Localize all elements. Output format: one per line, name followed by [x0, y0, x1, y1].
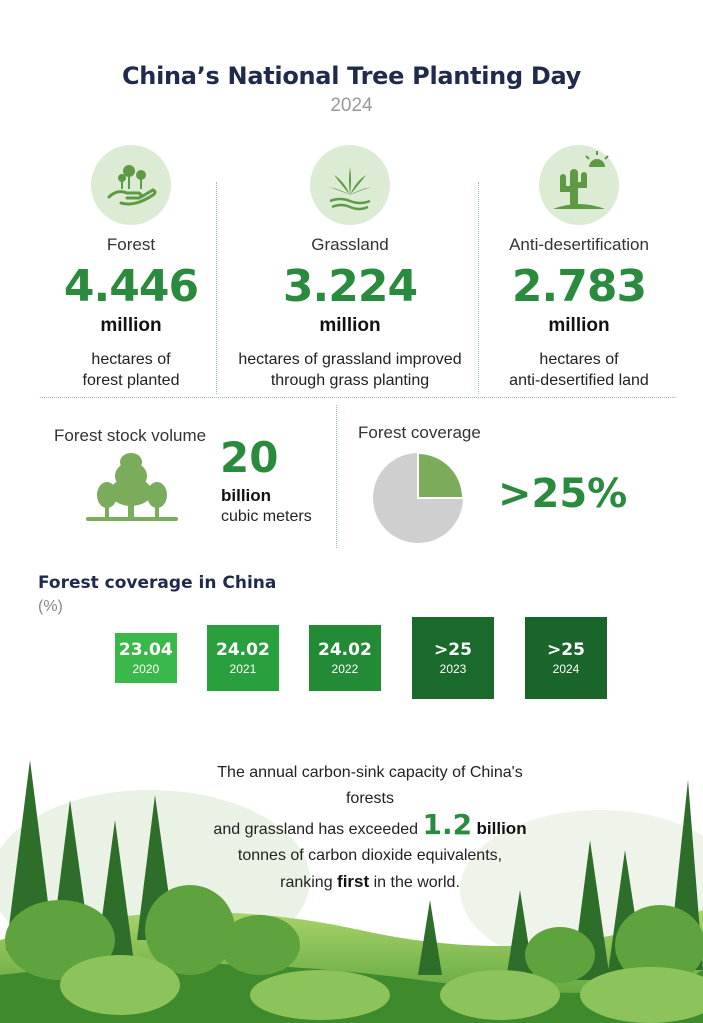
stat-label: Anti-desertification — [509, 235, 649, 254]
coverage-bar-2024 — [525, 617, 607, 699]
carbon-line2-text: and grassland has exceeded — [213, 821, 419, 838]
bar-value-label: >25 — [547, 640, 585, 660]
cactus-sun-icon — [539, 145, 619, 225]
coverage-bar-2023 — [412, 617, 494, 699]
pie-coverage-slice — [418, 453, 463, 498]
section-divider-vertical — [336, 405, 337, 548]
stat-desc-line1: hectares of — [91, 351, 171, 368]
bar-value-label: 24.02 — [318, 639, 372, 660]
stock-label: Forest stock volume — [54, 426, 207, 445]
stat-grassland — [235, 235, 465, 391]
carbon-value-unit: billion — [476, 819, 527, 838]
bar-year-label: 2023 — [439, 662, 467, 676]
stock-unit: billion — [221, 486, 272, 505]
bar-value-label: >25 — [434, 640, 472, 660]
stat-value: 2.783 — [511, 261, 647, 312]
carbon-line1: The annual carbon-sink capacity of China's forests — [217, 764, 523, 807]
trees-icon — [82, 450, 182, 528]
bar-value-label: 23.04 — [118, 639, 173, 660]
carbon-line4-text: ranking — [280, 874, 333, 891]
grass-icon — [310, 145, 390, 225]
column-divider — [478, 182, 479, 394]
bar-value-label: 24.02 — [216, 639, 270, 660]
bar-year-label: 2024 — [552, 662, 580, 676]
stat-value: 3.224 — [282, 261, 418, 312]
section-divider — [40, 397, 675, 398]
bar-year-label: 2021 — [229, 661, 257, 676]
bar-year-label: 2022 — [331, 661, 359, 676]
carbon-line4-tail: in the world. — [373, 874, 460, 891]
column-divider — [216, 182, 217, 394]
stat-desc-line1: hectares of grassland improved — [238, 351, 462, 368]
coverage-bar-2021 — [207, 625, 279, 691]
stat-unit: million — [548, 315, 610, 336]
page-year: 2024 — [330, 95, 373, 116]
stat-label: Forest — [106, 235, 156, 254]
stat-unit: million — [319, 315, 381, 336]
stat-value: 4.446 — [63, 261, 199, 312]
chart-unit: (%) — [38, 598, 63, 615]
page-title: China’s National Tree Planting Day — [121, 62, 582, 90]
stat-desc-line1: hectares of — [539, 351, 619, 368]
stat-anti-desertification — [464, 235, 694, 391]
stat-desc-line2: anti-desertified land — [509, 372, 649, 389]
carbon-rank: first — [337, 872, 370, 891]
stock-value: 20 — [220, 433, 279, 482]
hand-trees-icon — [91, 145, 171, 225]
coverage-label: Forest coverage — [358, 423, 481, 442]
coverage-value: >25% — [498, 471, 628, 517]
chart-title: Forest coverage in China — [38, 573, 277, 593]
stat-label: Grassland — [311, 235, 389, 254]
stat-desc-line2: forest planted — [82, 372, 180, 389]
carbon-line3: tonnes of carbon dioxide equivalents, — [237, 847, 503, 864]
stock-desc: cubic meters — [221, 508, 312, 525]
coverage-pie — [372, 452, 466, 546]
carbon-sink-statement — [200, 760, 540, 896]
carbon-value: 1.2 — [422, 808, 473, 841]
coverage-bar-2020 — [115, 633, 177, 682]
stat-desc-line2: through grass planting — [270, 372, 430, 389]
stat-forest — [16, 235, 246, 391]
stat-unit: million — [100, 315, 162, 336]
bar-year-label: 2020 — [132, 661, 160, 676]
coverage-bar-2022 — [309, 625, 381, 691]
